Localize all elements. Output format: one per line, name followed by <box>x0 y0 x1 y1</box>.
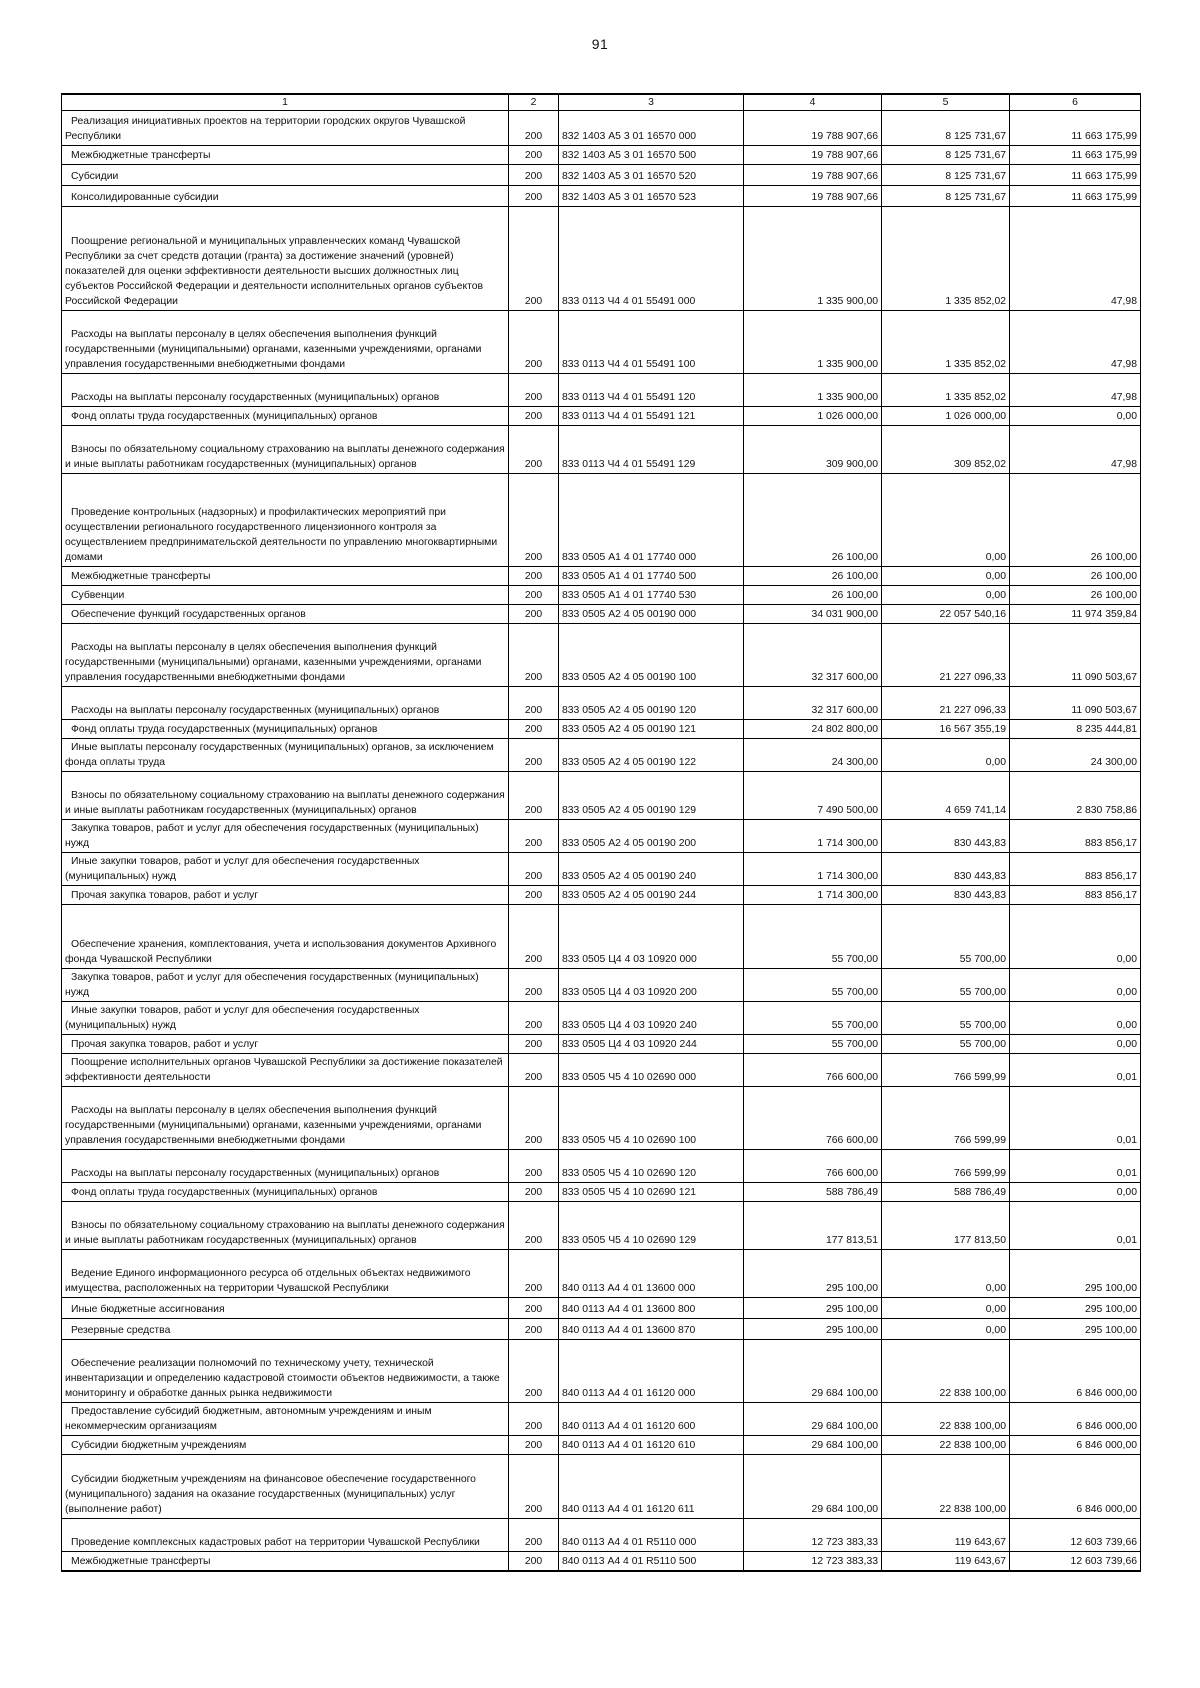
expense-name-cell: Проведение комплексных кадастровых работ на территории Чувашской Республики <box>62 1519 509 1552</box>
table-row <box>62 111 1141 146</box>
line-code-cell: 200 <box>509 687 559 720</box>
executed-amount-cell: 0,00 <box>882 1319 1010 1340</box>
approved-amount-cell: 55 700,00 <box>744 969 882 1002</box>
approved-amount-cell: 1 026 000,00 <box>744 407 882 426</box>
table-row <box>62 720 1141 739</box>
approved-amount-cell: 26 100,00 <box>744 474 882 567</box>
expense-name-cell: Субсидии бюджетным учреждениям на финансовое обеспечение государственного (муниципального) задания на оказание государственных (муниципальных) услуг (выполнение работ) <box>62 1455 509 1519</box>
expense-name-cell: Предоставление субсидий бюджетным, автономным учреждениям и иным некоммерческим организациям <box>62 1403 509 1436</box>
executed-amount-cell: 55 700,00 <box>882 1002 1010 1035</box>
executed-amount-cell: 0,00 <box>882 1298 1010 1319</box>
table-row <box>62 1319 1141 1340</box>
expense-name-cell: Межбюджетные трансферты <box>62 1552 509 1571</box>
line-code-cell: 200 <box>509 1519 559 1552</box>
classification-code-cell: 833 0505 А2 4 05 00190 121 <box>559 720 744 739</box>
classification-code-cell: 833 0113 Ч4 4 01 55491 100 <box>559 311 744 374</box>
expense-name-cell: Прочая закупка товаров, работ и услуг <box>62 1035 509 1054</box>
expense-name-cell: Реализация инициативных проектов на территории городских округов Чувашской Республики <box>62 111 509 146</box>
unexecuted-amount-cell: 295 100,00 <box>1010 1250 1141 1298</box>
expense-name-cell: Консолидированные субсидии <box>62 186 509 207</box>
executed-amount-cell: 22 838 100,00 <box>882 1340 1010 1403</box>
executed-amount-cell: 55 700,00 <box>882 905 1010 969</box>
executed-amount-cell: 16 567 355,19 <box>882 720 1010 739</box>
line-code-cell: 200 <box>509 311 559 374</box>
unexecuted-amount-cell: 0,01 <box>1010 1087 1141 1150</box>
executed-amount-cell: 21 227 096,33 <box>882 624 1010 687</box>
unexecuted-amount-cell: 47,98 <box>1010 207 1141 311</box>
approved-amount-cell: 32 317 600,00 <box>744 624 882 687</box>
line-code-cell: 200 <box>509 146 559 165</box>
expense-name-cell: Поощрение исполнительных органов Чувашской Республики за достижение показателей эффективности деятельности <box>62 1054 509 1087</box>
line-code-cell: 200 <box>509 1340 559 1403</box>
line-code-cell: 200 <box>509 905 559 969</box>
approved-amount-cell: 295 100,00 <box>744 1319 882 1340</box>
unexecuted-amount-cell: 0,01 <box>1010 1054 1141 1087</box>
table-row <box>62 1183 1141 1202</box>
approved-amount-cell: 55 700,00 <box>744 1035 882 1054</box>
approved-amount-cell: 32 317 600,00 <box>744 687 882 720</box>
classification-code-cell: 833 0505 А2 4 05 00190 244 <box>559 886 744 905</box>
page-number: 91 <box>591 36 609 52</box>
classification-code-cell: 833 0505 Ц4 4 03 10920 200 <box>559 969 744 1002</box>
table-row <box>62 1552 1141 1571</box>
line-code-cell: 200 <box>509 1087 559 1150</box>
table-row <box>62 1202 1141 1250</box>
column-header-4: 4 <box>744 94 882 111</box>
executed-amount-cell: 22 838 100,00 <box>882 1403 1010 1436</box>
classification-code-cell: 840 0113 А4 4 01 13600 870 <box>559 1319 744 1340</box>
classification-code-cell: 833 0505 А2 4 05 00190 129 <box>559 772 744 820</box>
unexecuted-amount-cell: 0,00 <box>1010 1002 1141 1035</box>
executed-amount-cell: 8 125 731,67 <box>882 111 1010 146</box>
unexecuted-amount-cell: 11 663 175,99 <box>1010 146 1141 165</box>
unexecuted-amount-cell: 0,00 <box>1010 1035 1141 1054</box>
line-code-cell: 200 <box>509 1403 559 1436</box>
line-code-cell: 200 <box>509 407 559 426</box>
table-row <box>62 1340 1141 1403</box>
classification-code-cell: 833 0505 Ч5 4 10 02690 000 <box>559 1054 744 1087</box>
classification-code-cell: 840 0113 А4 4 01 13600 800 <box>559 1298 744 1319</box>
approved-amount-cell: 19 788 907,66 <box>744 186 882 207</box>
classification-code-cell: 833 0505 А2 4 05 00190 120 <box>559 687 744 720</box>
executed-amount-cell: 830 443,83 <box>882 886 1010 905</box>
classification-code-cell: 833 0505 А2 4 05 00190 100 <box>559 624 744 687</box>
line-code-cell: 200 <box>509 624 559 687</box>
executed-amount-cell: 22 057 540,16 <box>882 605 1010 624</box>
approved-amount-cell: 295 100,00 <box>744 1298 882 1319</box>
executed-amount-cell: 22 838 100,00 <box>882 1455 1010 1519</box>
executed-amount-cell: 4 659 741,14 <box>882 772 1010 820</box>
expense-name-cell: Фонд оплаты труда государственных (муниципальных) органов <box>62 1183 509 1202</box>
unexecuted-amount-cell: 6 846 000,00 <box>1010 1403 1141 1436</box>
table-row <box>62 905 1141 969</box>
unexecuted-amount-cell: 6 846 000,00 <box>1010 1340 1141 1403</box>
unexecuted-amount-cell: 47,98 <box>1010 374 1141 407</box>
approved-amount-cell: 29 684 100,00 <box>744 1436 882 1455</box>
classification-code-cell: 833 0505 Ч5 4 10 02690 100 <box>559 1087 744 1150</box>
classification-code-cell: 832 1403 А5 3 01 16570 000 <box>559 111 744 146</box>
unexecuted-amount-cell: 883 856,17 <box>1010 886 1141 905</box>
classification-code-cell: 833 0113 Ч4 4 01 55491 121 <box>559 407 744 426</box>
executed-amount-cell: 0,00 <box>882 474 1010 567</box>
expense-name-cell: Проведение контрольных (надзорных) и профилактических мероприятий при осуществлении регионального государственного лицензионного контроля за осуществлением предпринимательской деятельности по управлению многоквартирными домами <box>62 474 509 567</box>
expense-name-cell: Взносы по обязательному социальному страхованию на выплаты денежного содержания и иные выплаты работникам государственных (муниципальных) органов <box>62 772 509 820</box>
line-code-cell: 200 <box>509 567 559 586</box>
expense-name-cell: Обеспечение хранения, комплектования, учета и использования документов Архивного фонда Чувашской Республики <box>62 905 509 969</box>
line-code-cell: 200 <box>509 1150 559 1183</box>
unexecuted-amount-cell: 0,00 <box>1010 407 1141 426</box>
unexecuted-amount-cell: 11 974 359,84 <box>1010 605 1141 624</box>
line-code-cell: 200 <box>509 1002 559 1035</box>
approved-amount-cell: 12 723 383,33 <box>744 1519 882 1552</box>
executed-amount-cell: 119 643,67 <box>882 1552 1010 1571</box>
executed-amount-cell: 177 813,50 <box>882 1202 1010 1250</box>
classification-code-cell: 833 0505 А1 4 01 17740 530 <box>559 586 744 605</box>
line-code-cell: 200 <box>509 969 559 1002</box>
line-code-cell: 200 <box>509 586 559 605</box>
unexecuted-amount-cell: 12 603 739,66 <box>1010 1552 1141 1571</box>
expense-name-cell: Расходы на выплаты персоналу в целях обеспечения выполнения функций государственными (муниципальными) органами, казенными учреждениями, органами управления государственными внебюджетными фондами <box>62 311 509 374</box>
approved-amount-cell: 1 335 900,00 <box>744 374 882 407</box>
expense-name-cell: Расходы на выплаты персоналу в целях обеспечения выполнения функций государственными (муниципальными) органами, казенными учреждениями, органами управления государственными внебюджетными фондами <box>62 1087 509 1150</box>
table-row <box>62 1087 1141 1150</box>
classification-code-cell: 833 0113 Ч4 4 01 55491 000 <box>559 207 744 311</box>
expense-name-cell: Иные выплаты персоналу государственных (муниципальных) органов, за исключением фонда оплаты труда <box>62 739 509 772</box>
executed-amount-cell: 0,00 <box>882 1250 1010 1298</box>
line-code-cell: 200 <box>509 1455 559 1519</box>
table-row <box>62 1054 1141 1087</box>
unexecuted-amount-cell: 8 235 444,81 <box>1010 720 1141 739</box>
table-row <box>62 567 1141 586</box>
table-row <box>62 1403 1141 1436</box>
line-code-cell: 200 <box>509 1183 559 1202</box>
line-code-cell: 200 <box>509 207 559 311</box>
approved-amount-cell: 7 490 500,00 <box>744 772 882 820</box>
table-row <box>62 586 1141 605</box>
expense-name-cell: Поощрение региональной и муниципальных управленческих команд Чувашской Республики за счет средств дотации (гранта) за достижение значений (уровней) показателей для оценки эффективности деятельности высших должностных лиц субъектов Российской Федерации и деятельности исполнительных органов субъектов Российской Федерации <box>62 207 509 311</box>
unexecuted-amount-cell: 0,00 <box>1010 1183 1141 1202</box>
classification-code-cell: 833 0505 Ц4 4 03 10920 240 <box>559 1002 744 1035</box>
executed-amount-cell: 588 786,49 <box>882 1183 1010 1202</box>
expense-name-cell: Обеспечение функций государственных органов <box>62 605 509 624</box>
column-header-6: 6 <box>1010 94 1141 111</box>
classification-code-cell: 832 1403 А5 3 01 16570 520 <box>559 165 744 186</box>
column-header-2: 2 <box>509 94 559 111</box>
executed-amount-cell: 766 599,99 <box>882 1150 1010 1183</box>
table-row <box>62 207 1141 311</box>
classification-code-cell: 840 0113 А4 4 01 16120 611 <box>559 1455 744 1519</box>
approved-amount-cell: 1 714 300,00 <box>744 820 882 853</box>
executed-amount-cell: 1 026 000,00 <box>882 407 1010 426</box>
classification-code-cell: 833 0505 А2 4 05 00190 200 <box>559 820 744 853</box>
expense-name-cell: Расходы на выплаты персоналу государственных (муниципальных) органов <box>62 374 509 407</box>
unexecuted-amount-cell: 11 663 175,99 <box>1010 186 1141 207</box>
line-code-cell: 200 <box>509 1319 559 1340</box>
table-row <box>62 853 1141 886</box>
executed-amount-cell: 21 227 096,33 <box>882 687 1010 720</box>
expense-name-cell: Расходы на выплаты персоналу государственных (муниципальных) органов <box>62 1150 509 1183</box>
approved-amount-cell: 29 684 100,00 <box>744 1340 882 1403</box>
executed-amount-cell: 830 443,83 <box>882 820 1010 853</box>
executed-amount-cell: 1 335 852,02 <box>882 207 1010 311</box>
expense-name-cell: Ведение Единого информационного ресурса об отдельных объектах недвижимого имущества, расположенных на территории Чувашской Республики <box>62 1250 509 1298</box>
approved-amount-cell: 12 723 383,33 <box>744 1552 882 1571</box>
table-row <box>62 1455 1141 1519</box>
classification-code-cell: 840 0113 А4 4 01 16120 000 <box>559 1340 744 1403</box>
column-header-3: 3 <box>559 94 744 111</box>
unexecuted-amount-cell: 0,00 <box>1010 905 1141 969</box>
table-row <box>62 407 1141 426</box>
classification-code-cell: 833 0505 Ц4 4 03 10920 244 <box>559 1035 744 1054</box>
column-header-1: 1 <box>62 94 509 111</box>
unexecuted-amount-cell: 6 846 000,00 <box>1010 1436 1141 1455</box>
executed-amount-cell: 766 599,99 <box>882 1054 1010 1087</box>
classification-code-cell: 833 0505 А2 4 05 00190 240 <box>559 853 744 886</box>
approved-amount-cell: 1 335 900,00 <box>744 311 882 374</box>
table-row <box>62 624 1141 687</box>
executed-amount-cell: 55 700,00 <box>882 1035 1010 1054</box>
classification-code-cell: 833 0505 Ч5 4 10 02690 129 <box>559 1202 744 1250</box>
table-row <box>62 374 1141 407</box>
classification-code-cell: 833 0505 А1 4 01 17740 500 <box>559 567 744 586</box>
approved-amount-cell: 1 714 300,00 <box>744 853 882 886</box>
approved-amount-cell: 766 600,00 <box>744 1054 882 1087</box>
classification-code-cell: 832 1403 А5 3 01 16570 523 <box>559 186 744 207</box>
unexecuted-amount-cell: 0,00 <box>1010 969 1141 1002</box>
classification-code-cell: 833 0505 А2 4 05 00190 122 <box>559 739 744 772</box>
unexecuted-amount-cell: 883 856,17 <box>1010 820 1141 853</box>
executed-amount-cell: 309 852,02 <box>882 426 1010 474</box>
approved-amount-cell: 29 684 100,00 <box>744 1455 882 1519</box>
classification-code-cell: 840 0113 А4 4 01 16120 600 <box>559 1403 744 1436</box>
line-code-cell: 200 <box>509 1202 559 1250</box>
table-row <box>62 739 1141 772</box>
column-header-5: 5 <box>882 94 1010 111</box>
classification-code-cell: 833 0505 Ц4 4 03 10920 000 <box>559 905 744 969</box>
table-row <box>62 1298 1141 1319</box>
line-code-cell: 200 <box>509 165 559 186</box>
table-row <box>62 146 1141 165</box>
expense-name-cell: Иные закупки товаров, работ и услуг для обеспечения государственных (муниципальных) нужд <box>62 853 509 886</box>
approved-amount-cell: 55 700,00 <box>744 1002 882 1035</box>
line-code-cell: 200 <box>509 474 559 567</box>
unexecuted-amount-cell: 0,01 <box>1010 1202 1141 1250</box>
classification-code-cell: 840 0113 А4 4 01 16120 610 <box>559 1436 744 1455</box>
table-row <box>62 1150 1141 1183</box>
expense-name-cell: Расходы на выплаты персоналу в целях обеспечения выполнения функций государственными (муниципальными) органами, казенными учреждениями, органами управления государственными внебюджетными фондами <box>62 624 509 687</box>
executed-amount-cell: 0,00 <box>882 586 1010 605</box>
unexecuted-amount-cell: 24 300,00 <box>1010 739 1141 772</box>
unexecuted-amount-cell: 0,01 <box>1010 1150 1141 1183</box>
line-code-cell: 200 <box>509 111 559 146</box>
table-row <box>62 605 1141 624</box>
approved-amount-cell: 26 100,00 <box>744 586 882 605</box>
expense-name-cell: Взносы по обязательному социальному страхованию на выплаты денежного содержания и иные выплаты работникам государственных (муниципальных) органов <box>62 1202 509 1250</box>
expense-name-cell: Иные закупки товаров, работ и услуг для обеспечения государственных (муниципальных) нужд <box>62 1002 509 1035</box>
table-row <box>62 886 1141 905</box>
executed-amount-cell: 8 125 731,67 <box>882 146 1010 165</box>
classification-code-cell: 832 1403 А5 3 01 16570 500 <box>559 146 744 165</box>
unexecuted-amount-cell: 26 100,00 <box>1010 586 1141 605</box>
unexecuted-amount-cell: 47,98 <box>1010 426 1141 474</box>
unexecuted-amount-cell: 11 090 503,67 <box>1010 687 1141 720</box>
line-code-cell: 200 <box>509 720 559 739</box>
executed-amount-cell: 119 643,67 <box>882 1519 1010 1552</box>
unexecuted-amount-cell: 26 100,00 <box>1010 567 1141 586</box>
expense-name-cell: Межбюджетные трансферты <box>62 567 509 586</box>
approved-amount-cell: 766 600,00 <box>744 1087 882 1150</box>
executed-amount-cell: 1 335 852,02 <box>882 311 1010 374</box>
line-code-cell: 200 <box>509 605 559 624</box>
expense-name-cell: Закупка товаров, работ и услуг для обеспечения государственных (муниципальных) нужд <box>62 969 509 1002</box>
approved-amount-cell: 19 788 907,66 <box>744 146 882 165</box>
line-code-cell: 200 <box>509 853 559 886</box>
executed-amount-cell: 766 599,99 <box>882 1087 1010 1150</box>
executed-amount-cell: 8 125 731,67 <box>882 165 1010 186</box>
unexecuted-amount-cell: 295 100,00 <box>1010 1319 1141 1340</box>
expense-name-cell: Субсидии <box>62 165 509 186</box>
executed-amount-cell: 0,00 <box>882 739 1010 772</box>
line-code-cell: 200 <box>509 772 559 820</box>
table-row <box>62 1250 1141 1298</box>
table-row <box>62 969 1141 1002</box>
table-row <box>62 1519 1141 1552</box>
budget-execution-table <box>61 93 1141 1572</box>
table-row <box>62 1002 1141 1035</box>
classification-code-cell: 833 0113 Ч4 4 01 55491 120 <box>559 374 744 407</box>
classification-code-cell: 840 0113 А4 4 01 R5110 000 <box>559 1519 744 1552</box>
table-row <box>62 186 1141 207</box>
table-row <box>62 311 1141 374</box>
table-row <box>62 165 1141 186</box>
unexecuted-amount-cell: 47,98 <box>1010 311 1141 374</box>
table-row <box>62 687 1141 720</box>
classification-code-cell: 840 0113 А4 4 01 R5110 500 <box>559 1552 744 1571</box>
classification-code-cell: 833 0505 А2 4 05 00190 000 <box>559 605 744 624</box>
classification-code-cell: 833 0505 Ч5 4 10 02690 120 <box>559 1150 744 1183</box>
unexecuted-amount-cell: 11 090 503,67 <box>1010 624 1141 687</box>
approved-amount-cell: 309 900,00 <box>744 426 882 474</box>
line-code-cell: 200 <box>509 1035 559 1054</box>
executed-amount-cell: 55 700,00 <box>882 969 1010 1002</box>
expense-name-cell: Иные бюджетные ассигнования <box>62 1298 509 1319</box>
column-number-row <box>62 94 1141 111</box>
line-code-cell: 200 <box>509 886 559 905</box>
line-code-cell: 200 <box>509 186 559 207</box>
line-code-cell: 200 <box>509 374 559 407</box>
unexecuted-amount-cell: 11 663 175,99 <box>1010 165 1141 186</box>
approved-amount-cell: 1 335 900,00 <box>744 207 882 311</box>
table-row <box>62 772 1141 820</box>
classification-code-cell: 840 0113 А4 4 01 13600 000 <box>559 1250 744 1298</box>
expense-name-cell: Обеспечение реализации полномочий по техническому учету, технической инвентаризации и определению кадастровой стоимости объектов недвижимости, а также мониторингу и обработке данных рынка недвижимости <box>62 1340 509 1403</box>
table-body <box>62 111 1141 1571</box>
approved-amount-cell: 19 788 907,66 <box>744 111 882 146</box>
expense-name-cell: Фонд оплаты труда государственных (муниципальных) органов <box>62 720 509 739</box>
approved-amount-cell: 55 700,00 <box>744 905 882 969</box>
unexecuted-amount-cell: 6 846 000,00 <box>1010 1455 1141 1519</box>
approved-amount-cell: 295 100,00 <box>744 1250 882 1298</box>
approved-amount-cell: 26 100,00 <box>744 567 882 586</box>
approved-amount-cell: 24 802 800,00 <box>744 720 882 739</box>
table-row <box>62 474 1141 567</box>
table-row <box>62 820 1141 853</box>
expense-name-cell: Субвенции <box>62 586 509 605</box>
unexecuted-amount-cell: 12 603 739,66 <box>1010 1519 1141 1552</box>
executed-amount-cell: 830 443,83 <box>882 853 1010 886</box>
line-code-cell: 200 <box>509 820 559 853</box>
approved-amount-cell: 1 714 300,00 <box>744 886 882 905</box>
table-row <box>62 1035 1141 1054</box>
expense-name-cell: Фонд оплаты труда государственных (муниципальных) органов <box>62 407 509 426</box>
expense-name-cell: Субсидии бюджетным учреждениям <box>62 1436 509 1455</box>
classification-code-cell: 833 0505 А1 4 01 17740 000 <box>559 474 744 567</box>
executed-amount-cell: 22 838 100,00 <box>882 1436 1010 1455</box>
approved-amount-cell: 34 031 900,00 <box>744 605 882 624</box>
expense-name-cell: Межбюджетные трансферты <box>62 146 509 165</box>
unexecuted-amount-cell: 883 856,17 <box>1010 853 1141 886</box>
unexecuted-amount-cell: 295 100,00 <box>1010 1298 1141 1319</box>
line-code-cell: 200 <box>509 739 559 772</box>
line-code-cell: 200 <box>509 1552 559 1571</box>
approved-amount-cell: 588 786,49 <box>744 1183 882 1202</box>
executed-amount-cell: 8 125 731,67 <box>882 186 1010 207</box>
approved-amount-cell: 766 600,00 <box>744 1150 882 1183</box>
expense-name-cell: Резервные средства <box>62 1319 509 1340</box>
line-code-cell: 200 <box>509 1436 559 1455</box>
line-code-cell: 200 <box>509 426 559 474</box>
line-code-cell: 200 <box>509 1298 559 1319</box>
expense-name-cell: Прочая закупка товаров, работ и услуг <box>62 886 509 905</box>
approved-amount-cell: 24 300,00 <box>744 739 882 772</box>
unexecuted-amount-cell: 26 100,00 <box>1010 474 1141 567</box>
approved-amount-cell: 29 684 100,00 <box>744 1403 882 1436</box>
expense-name-cell: Расходы на выплаты персоналу государственных (муниципальных) органов <box>62 687 509 720</box>
executed-amount-cell: 0,00 <box>882 567 1010 586</box>
table-row <box>62 1436 1141 1455</box>
executed-amount-cell: 1 335 852,02 <box>882 374 1010 407</box>
line-code-cell: 200 <box>509 1250 559 1298</box>
approved-amount-cell: 177 813,51 <box>744 1202 882 1250</box>
classification-code-cell: 833 0505 Ч5 4 10 02690 121 <box>559 1183 744 1202</box>
table-row <box>62 426 1141 474</box>
expense-name-cell: Взносы по обязательному социальному страхованию на выплаты денежного содержания и иные выплаты работникам государственных (муниципальных) органов <box>62 426 509 474</box>
approved-amount-cell: 19 788 907,66 <box>744 165 882 186</box>
unexecuted-amount-cell: 11 663 175,99 <box>1010 111 1141 146</box>
line-code-cell: 200 <box>509 1054 559 1087</box>
expense-name-cell: Закупка товаров, работ и услуг для обеспечения государственных (муниципальных) нужд <box>62 820 509 853</box>
unexecuted-amount-cell: 2 830 758,86 <box>1010 772 1141 820</box>
classification-code-cell: 833 0113 Ч4 4 01 55491 129 <box>559 426 744 474</box>
